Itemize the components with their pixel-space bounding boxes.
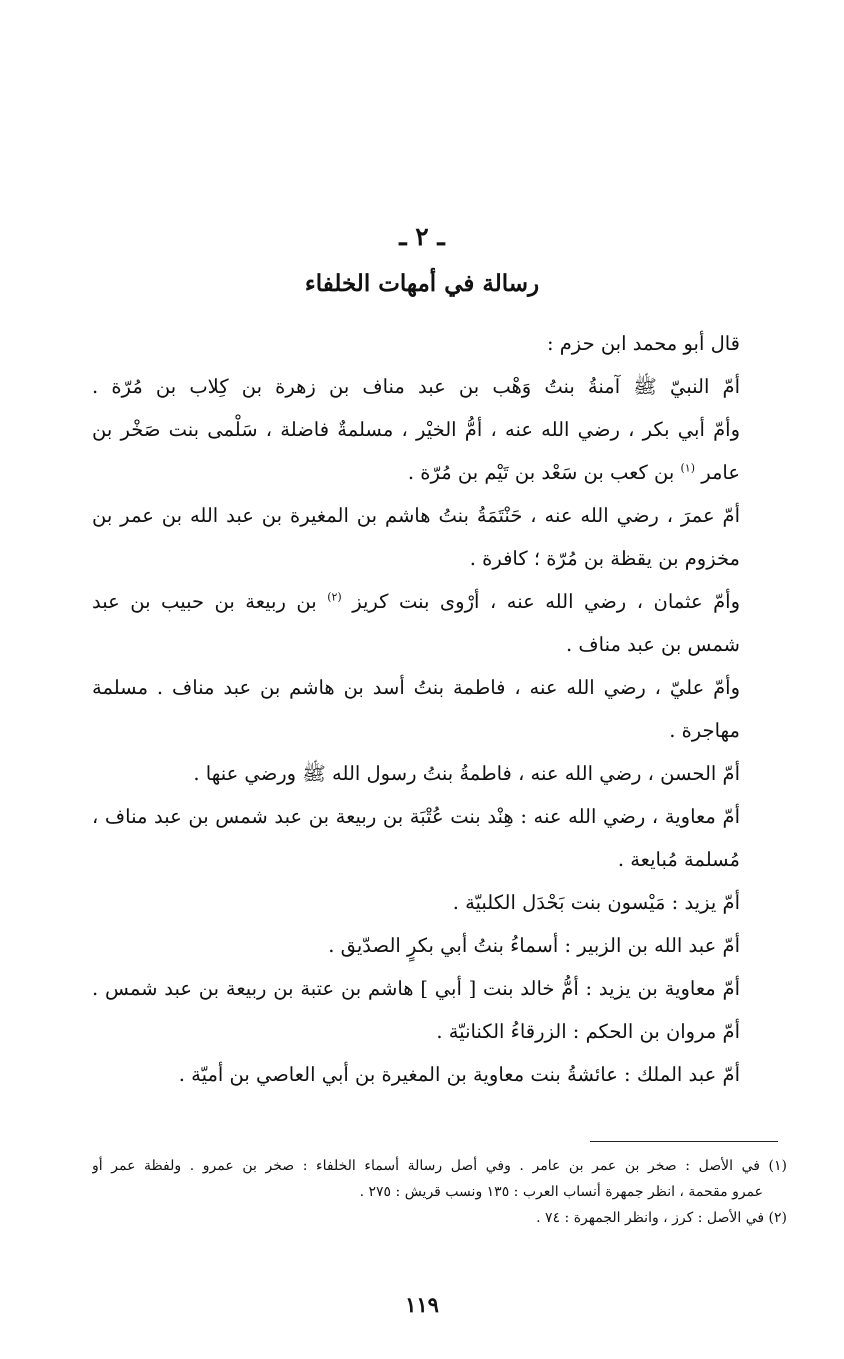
page-title: رسالة في أمهات الخلفاء [304,270,540,297]
text-line: أمّ يزيد : مَيْسون بنت بَحْدَل الكلبيّة . [452,891,740,914]
text-line: وأمّ عليّ ، رضي الله عنه ، فاطمة بنتُ أسد بن هاشم بن عبد مناف . مسلمة [92,676,740,699]
text-line: شمس بن عبد مناف . [566,633,740,656]
text-line: أمّ عبد الملك : عائشةُ بنت معاوية بن المغيرة بن أبي العاصي بن أميّة . [178,1063,740,1086]
text-line: أمّ مروان بن الحكم : الزرقاءُ الكنانيّة . [436,1020,740,1043]
footnote-divider [590,1141,778,1142]
text-line: عامر $^{(١)}$ بن كعب بن سَعْد بن تَيْم بن مُرّة . [407,461,740,484]
text-line: أمّ عبد الله بن الزبير : أسماءُ بنتُ أبي بكرٍ الصدّيق . [328,934,740,957]
text-line: وأمّ عثمان ، رضي الله عنه ، أرْوى بنت كريز $^{(٢)}$ بن ربيعة بن حبيب بن عبد [92,590,740,613]
footnote-line: (٢) في الأصل : كرز ، وانظر الجمهرة : ٧٤ . [536,1210,787,1226]
text-line: مهاجرة . [669,719,740,742]
text-line: قال أبو محمد ابن حزم : [546,332,740,355]
page-number: ١١٩ [405,1292,439,1317]
footnote-line: عمرو مقحمة ، انظر جمهرة أنساب العرب : ١٣٥ ونسب قريش : ٢٧٥ . [359,1184,763,1200]
footnote-line: (١) في الأصل : صخر بن عمر بن عامر . وفي أصل رسالة أسماء الخلفاء : صخر بن عمرو . ولفظة عمر أو [92,1158,787,1174]
footnotes [92,1153,787,1231]
text-line: وأمّ أبي بكر ، رضي الله عنه ، أمُّ الخيْر ، مسلمةٌ فاضلة ، سَلْمى بنت صَخْر بن [92,418,740,441]
footnote-ref: (٢) [327,590,342,604]
text-line: مخزوم بن يقظة بن مُرّة ؛ كافرة . [469,547,740,570]
text-line: أمّ الحسن ، رضي الله عنه ، فاطمةُ بنتُ رسول الله ﷺ ورضي عنها . [193,762,740,785]
section-number: ـ ٢ ـ [399,222,445,251]
text-line: أمّ عمرَ ، رضي الله عنه ، حَنْتَمَةُ بنتُ هاشم بن المغيرة بن عبد الله بن عمر بن [92,504,740,527]
main-text [92,322,740,1096]
text-line: أمّ معاوية ، رضي الله عنه : هِنْد بنت عُتْبَة بن ربيعة بن عبد شمس بن عبد مناف ، [92,805,740,828]
text-line: أمّ النبيّ ﷺ آمنةُ بنتُ وَهْب بن عبد مناف بن زهرة بن كِلاب بن مُرّة . [92,375,740,398]
footnote-ref: (١) [680,461,696,475]
text-line: مُسلمة مُبايعة . [617,848,740,871]
text-line: أمّ معاوية بن يزيد : أمُّ خالد بنت [ أبي ] هاشم بن عتبة بن ربيعة بن عبد شمس . [92,977,740,1000]
